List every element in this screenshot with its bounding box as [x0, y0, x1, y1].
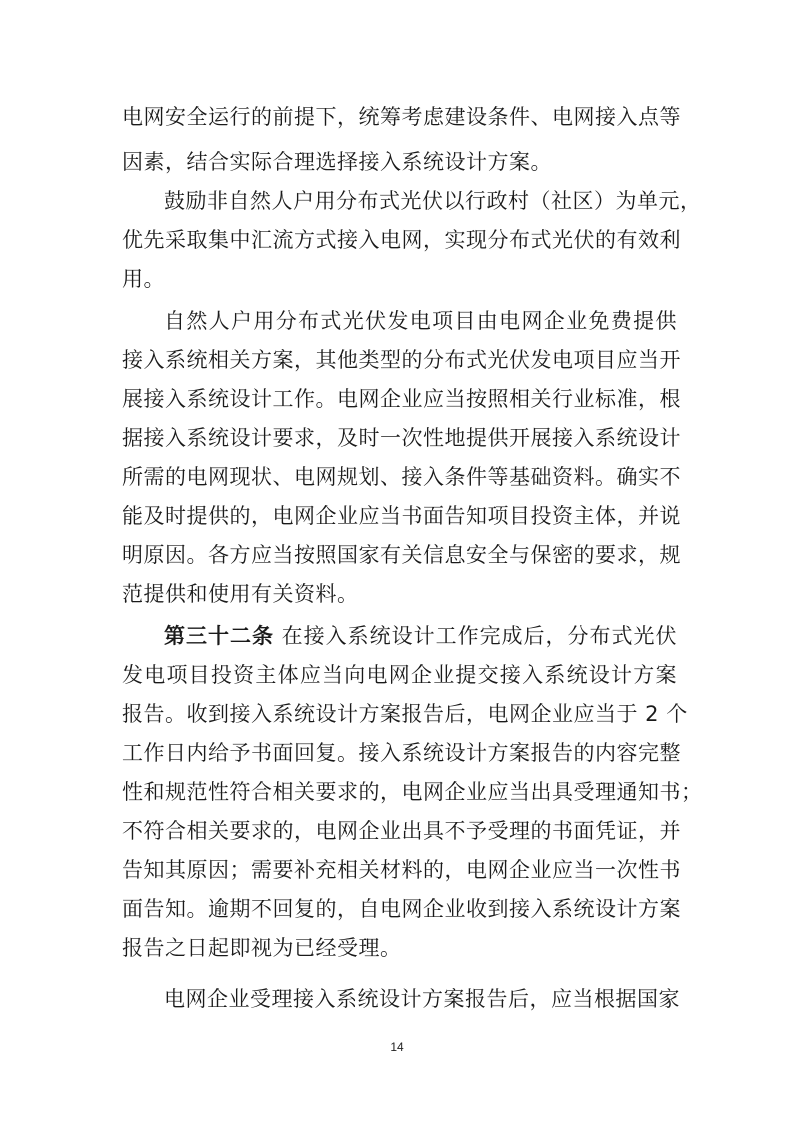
article-label: 第三十二条 [164, 624, 274, 648]
text-line: 电网企业受理接入系统设计方案报告后，应当根据国家 [164, 987, 680, 1011]
text-line: 报告之日起即视为已经受理。 [122, 936, 402, 960]
text-line: 报告。收到接入系统设计方案报告后，电网企业应当于 2 个 [122, 702, 688, 726]
text-line: 明原因。各方应当按照国家有关信息安全与保密的要求，规 [122, 543, 681, 567]
text-line: 鼓励非自然人户用分布式光伏以行政村（社区）为单元， [164, 189, 702, 213]
text-line: 电网安全运行的前提下，统筹考虑建设条件、电网接入点等 [122, 105, 681, 129]
text-line: 能及时提供的，电网企业应当书面告知项目投资主体，并说 [122, 504, 681, 528]
article-first-line [164, 621, 677, 651]
text-line: 优先采取集中汇流方式接入电网，实现分布式光伏的有效利 [122, 228, 681, 252]
text-line: 接入系统相关方案，其他类型的分布式光伏发电项目应当开 [122, 348, 681, 372]
text-line: 面告知。逾期不回复的，自电网企业收到接入系统设计方案 [122, 897, 681, 921]
text-line: 所需的电网现状、电网规划、接入条件等基础资料。确实不 [122, 465, 681, 489]
text-line: 自然人户用分布式光伏发电项目由电网企业免费提供 [164, 309, 677, 333]
text-line: 范提供和使用有关资料。 [122, 582, 359, 606]
text-line: 发电项目投资主体应当向电网企业提交接入系统设计方案 [122, 663, 677, 687]
text-line: 展接入系统设计工作。电网企业应当按照相关行业标准，根 [122, 387, 681, 411]
text-line: 告知其原因；需要补充相关材料的，电网企业应当一次性书 [122, 858, 681, 882]
text-line: 据接入系统设计要求，及时一次性地提供开展接入系统设计 [122, 426, 681, 450]
text-line: 性和规范性符合相关要求的，电网企业应当出具受理通知书； [122, 780, 703, 804]
text-line: 不符合相关要求的，电网企业出具不予受理的书面凭证，并 [122, 819, 681, 843]
text-line: 用。 [122, 267, 165, 291]
text-line: 因素，结合实际合理选择接入系统设计方案。 [122, 150, 552, 174]
page-number: 14 [390, 1040, 404, 1054]
text-line: 工作日内给予书面回复。接入系统设计方案报告的内容完整 [122, 741, 681, 765]
article-first-line-text: 在接入系统设计工作完成后，分布式光伏 [281, 624, 678, 648]
